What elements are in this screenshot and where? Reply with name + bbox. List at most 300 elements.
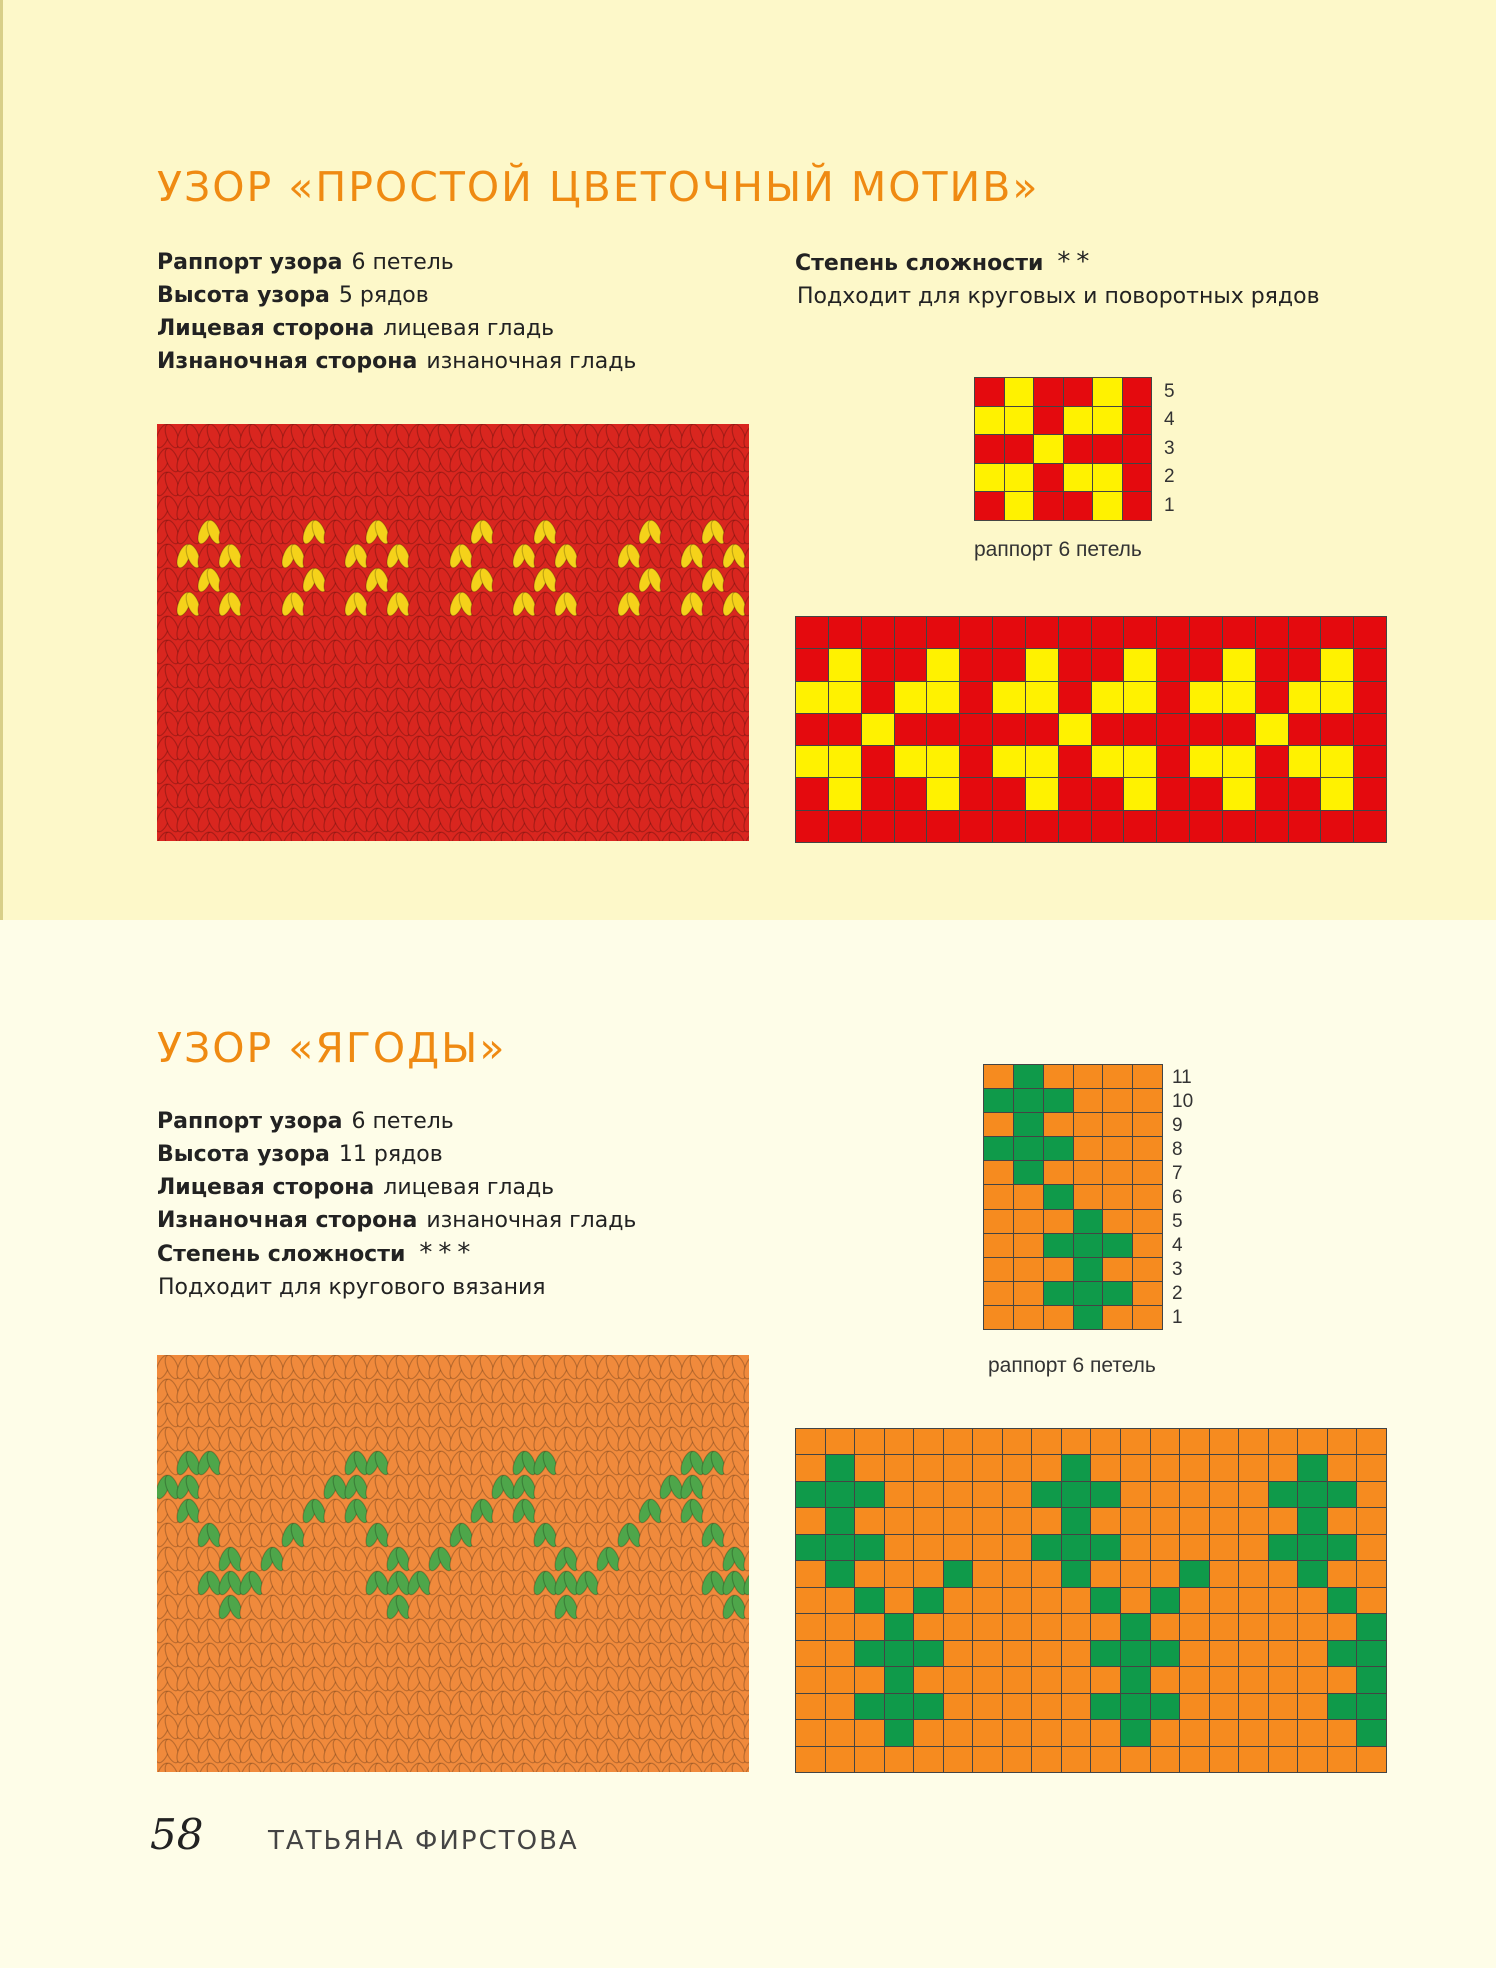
chart-cell xyxy=(1256,746,1288,777)
chart-cell xyxy=(1354,714,1386,745)
prop-value: лицевая гладь xyxy=(383,1175,555,1200)
chart-cell xyxy=(1151,1747,1180,1772)
chart-cell xyxy=(895,714,927,745)
chart-cell xyxy=(1005,407,1034,435)
chart-cell xyxy=(1298,1561,1327,1586)
chart-cell xyxy=(1180,1455,1209,1480)
chart-cell xyxy=(796,1694,825,1719)
chart-cell xyxy=(1328,1667,1357,1692)
chart-cell xyxy=(944,1720,973,1745)
chart-cell xyxy=(1157,778,1189,809)
chart-cell xyxy=(1151,1482,1180,1507)
chart-cell xyxy=(1014,1234,1043,1257)
chart-cell xyxy=(1044,1258,1073,1281)
prop-value: 6 петель xyxy=(351,1109,454,1134)
chart-cell xyxy=(960,682,992,713)
chart-cell xyxy=(885,1482,914,1507)
chart-cell xyxy=(1239,1614,1268,1639)
chart-cell xyxy=(1003,1667,1032,1692)
chart-cell xyxy=(1328,1429,1357,1454)
chart-cell xyxy=(1321,746,1353,777)
chart-cell xyxy=(984,1210,1013,1233)
chart-cell xyxy=(973,1588,1002,1613)
chart-cell xyxy=(1014,1161,1043,1184)
chart-cell xyxy=(944,1508,973,1533)
prop-label: Раппорт узора xyxy=(157,250,343,275)
chart-cell xyxy=(1239,1455,1268,1480)
chart-cell xyxy=(1328,1747,1357,1772)
chart-cell xyxy=(914,1482,943,1507)
chart-cell xyxy=(826,1641,855,1666)
chart-cell xyxy=(1239,1641,1268,1666)
chart-cell xyxy=(1092,778,1124,809)
section1-props xyxy=(157,246,636,378)
chart-cell xyxy=(1151,1508,1180,1533)
chart-cell xyxy=(1239,1429,1268,1454)
chart-cell xyxy=(1003,1747,1032,1772)
chart-cell xyxy=(1044,1234,1073,1257)
chart-cell xyxy=(796,1614,825,1639)
chart-cell xyxy=(1103,1234,1132,1257)
chart-cell xyxy=(1074,1137,1103,1160)
chart-cell xyxy=(855,1641,884,1666)
chart-cell xyxy=(1289,714,1321,745)
chart-cell xyxy=(1210,1455,1239,1480)
chart-cell xyxy=(1034,492,1063,520)
chart-cell xyxy=(1032,1720,1061,1745)
row-number: 4 xyxy=(1164,409,1175,431)
chart-cell xyxy=(1062,1694,1091,1719)
chart-cell xyxy=(796,778,828,809)
chart-cell xyxy=(855,1508,884,1533)
knitted-sample-photo-berries xyxy=(157,1355,749,1772)
chart-cell xyxy=(1210,1561,1239,1586)
chart-cell xyxy=(993,617,1025,648)
chart-cell xyxy=(1298,1641,1327,1666)
chart-cell xyxy=(885,1614,914,1639)
chart-cell xyxy=(1032,1455,1061,1480)
section2-title: УЗОР «ЯГОДЫ» xyxy=(157,1024,507,1072)
chart-cell xyxy=(1269,1588,1298,1613)
chart-cell xyxy=(1210,1641,1239,1666)
chart-cell xyxy=(1124,682,1156,713)
chart-cell xyxy=(1289,746,1321,777)
prop-row xyxy=(157,1171,636,1204)
chart-cell xyxy=(1190,617,1222,648)
chart-cell xyxy=(914,1720,943,1745)
chart-cell xyxy=(944,1429,973,1454)
chart-cell xyxy=(1032,1429,1061,1454)
row-number: 7 xyxy=(1172,1163,1183,1184)
chart-cell xyxy=(1014,1306,1043,1329)
chart-cell xyxy=(826,1588,855,1613)
chart-cell xyxy=(1190,811,1222,842)
chart-cell xyxy=(1289,682,1321,713)
chart-cell xyxy=(927,778,959,809)
chart-cell xyxy=(885,1720,914,1745)
chart-cell xyxy=(973,1561,1002,1586)
chart-cell xyxy=(862,778,894,809)
chart-cell xyxy=(829,617,861,648)
chart-cell xyxy=(1210,1720,1239,1745)
chart-cell xyxy=(1289,617,1321,648)
chart-cell xyxy=(895,811,927,842)
chart-cell xyxy=(1121,1535,1150,1560)
chart-cell xyxy=(855,1588,884,1613)
chart-cell xyxy=(1256,649,1288,680)
prop-row xyxy=(157,246,636,279)
chart-cell xyxy=(1269,1667,1298,1692)
chart-cell xyxy=(944,1614,973,1639)
chart-cell xyxy=(862,746,894,777)
chart-cell xyxy=(1151,1455,1180,1480)
chart-cell xyxy=(1093,464,1122,492)
prop-row xyxy=(157,345,636,378)
chart-cell xyxy=(927,682,959,713)
chart-cell xyxy=(855,1429,884,1454)
chart-cell xyxy=(927,617,959,648)
chart-cell xyxy=(975,464,1004,492)
chart-cell xyxy=(1093,378,1122,406)
chart-cell xyxy=(993,746,1025,777)
chart-cell xyxy=(1064,378,1093,406)
chart-cell xyxy=(885,1455,914,1480)
chart-cell xyxy=(1354,778,1386,809)
chart-cell xyxy=(1121,1588,1150,1613)
chart-cell xyxy=(1032,1561,1061,1586)
chart-cell xyxy=(1032,1482,1061,1507)
chart-cell xyxy=(1005,492,1034,520)
chart-cell xyxy=(914,1588,943,1613)
chart-cell xyxy=(826,1455,855,1480)
chart-cell xyxy=(984,1185,1013,1208)
chart-cell xyxy=(1357,1641,1386,1666)
chart-cell xyxy=(1034,464,1063,492)
chart-cell xyxy=(862,617,894,648)
chart-cell xyxy=(1133,1282,1162,1305)
chart-cell xyxy=(1121,1747,1150,1772)
chart-cell xyxy=(1044,1210,1073,1233)
chart-cell xyxy=(1357,1614,1386,1639)
chart-cell xyxy=(1003,1720,1032,1745)
section1-caption: раппорт 6 петель xyxy=(974,538,1142,561)
chart-cell xyxy=(1044,1282,1073,1305)
chart-cell xyxy=(1091,1641,1120,1666)
chart-cell xyxy=(993,649,1025,680)
chart-cell xyxy=(1103,1065,1132,1088)
prop-value: 11 рядов xyxy=(338,1142,443,1167)
chart-cell xyxy=(1003,1588,1032,1613)
prop-label: Изнаночная сторона xyxy=(157,349,418,374)
chart-cell xyxy=(1123,492,1152,520)
knit-texture xyxy=(157,1355,749,1772)
chart-cell xyxy=(1032,1747,1061,1772)
chart-cell xyxy=(1003,1641,1032,1666)
chart-cell xyxy=(1026,778,1058,809)
chart-cell xyxy=(1210,1588,1239,1613)
row-number: 6 xyxy=(1172,1187,1183,1208)
chart-cell xyxy=(1103,1258,1132,1281)
chart-cell xyxy=(914,1694,943,1719)
chart-cell xyxy=(1180,1667,1209,1692)
chart-cell xyxy=(1032,1641,1061,1666)
chart-cell xyxy=(1298,1535,1327,1560)
chart-cell xyxy=(1014,1089,1043,1112)
chart-cell xyxy=(1034,435,1063,463)
prop-row xyxy=(157,279,636,312)
chart-cell xyxy=(1062,1747,1091,1772)
chart-cell xyxy=(1180,1561,1209,1586)
row-number: 3 xyxy=(1172,1259,1183,1280)
chart-cell xyxy=(1269,1535,1298,1560)
chart-cell xyxy=(973,1482,1002,1507)
chart-cell xyxy=(1005,378,1034,406)
chart-cell xyxy=(960,617,992,648)
chart-cell xyxy=(973,1747,1002,1772)
chart-cell xyxy=(1289,811,1321,842)
chart-cell xyxy=(1005,464,1034,492)
chart-cell xyxy=(1103,1113,1132,1136)
chart-cell xyxy=(826,1667,855,1692)
chart-cell xyxy=(1091,1588,1120,1613)
chart-cell xyxy=(1074,1185,1103,1208)
chart-cell xyxy=(796,1429,825,1454)
chart-cell xyxy=(1157,746,1189,777)
chart-cell xyxy=(1103,1185,1132,1208)
chart-cell xyxy=(796,1667,825,1692)
chart-cell xyxy=(1074,1065,1103,1088)
chart-cell xyxy=(1180,1588,1209,1613)
chart-cell xyxy=(1034,407,1063,435)
chart-cell xyxy=(1180,1508,1209,1533)
chart-cell xyxy=(1269,1747,1298,1772)
chart-cell xyxy=(1210,1667,1239,1692)
chart-cell xyxy=(1256,714,1288,745)
chart-cell xyxy=(927,714,959,745)
prop-row xyxy=(157,1237,636,1271)
chart-cell xyxy=(1298,1429,1327,1454)
chart-cell xyxy=(1064,492,1093,520)
chart-cell xyxy=(1032,1535,1061,1560)
chart-cell xyxy=(1059,714,1091,745)
chart-cell xyxy=(885,1561,914,1586)
chart-cell xyxy=(1321,617,1353,648)
chart-cell xyxy=(826,1747,855,1772)
chart-cell xyxy=(1133,1306,1162,1329)
chart-cell xyxy=(855,1667,884,1692)
chart-cell xyxy=(1044,1161,1073,1184)
chart-cell xyxy=(1133,1258,1162,1281)
chart-cell xyxy=(862,682,894,713)
chart-cell xyxy=(1091,1614,1120,1639)
chart-cell xyxy=(1298,1455,1327,1480)
section2-caption: раппорт 6 петель xyxy=(988,1354,1156,1377)
chart-cell xyxy=(1121,1667,1150,1692)
chart-cell xyxy=(1328,1508,1357,1533)
chart-cell xyxy=(1190,682,1222,713)
chart-cell xyxy=(1239,1667,1268,1692)
chart-cell xyxy=(944,1561,973,1586)
chart-cell xyxy=(1223,811,1255,842)
chart-cell xyxy=(1064,435,1093,463)
prop-row xyxy=(157,1105,636,1138)
chart-cell xyxy=(1328,1588,1357,1613)
author-name: ТАТЬЯНА ФИРСТОВА xyxy=(268,1826,579,1856)
chart-cell xyxy=(914,1614,943,1639)
chart-cell xyxy=(1298,1614,1327,1639)
chart-cell xyxy=(1357,1720,1386,1745)
row-number: 3 xyxy=(1164,437,1175,459)
chart-cell xyxy=(1151,1720,1180,1745)
chart-cell xyxy=(1190,714,1222,745)
chart-cell xyxy=(1124,649,1156,680)
chart-cell xyxy=(885,1694,914,1719)
chart-cell xyxy=(1103,1137,1132,1160)
chart-cell xyxy=(1157,811,1189,842)
chart-cell xyxy=(1044,1185,1073,1208)
chart-cell xyxy=(1091,1508,1120,1533)
rapport-chart-berries xyxy=(983,1064,1163,1330)
chart-cell xyxy=(1124,746,1156,777)
chart-cell xyxy=(1074,1258,1103,1281)
chart-cell xyxy=(944,1641,973,1666)
chart-cell xyxy=(1121,1482,1150,1507)
chart-cell xyxy=(1124,617,1156,648)
chart-cell xyxy=(1210,1614,1239,1639)
chart-cell xyxy=(796,617,828,648)
chart-cell xyxy=(1123,407,1152,435)
chart-cell xyxy=(826,1614,855,1639)
chart-cell xyxy=(1091,1561,1120,1586)
chart-cell xyxy=(1223,617,1255,648)
chart-cell xyxy=(829,682,861,713)
chart-cell xyxy=(1151,1561,1180,1586)
chart-cell xyxy=(1062,1429,1091,1454)
row-numbers-berries xyxy=(1172,1066,1208,1330)
chart-cell xyxy=(960,746,992,777)
chart-cell xyxy=(1014,1113,1043,1136)
chart-cell xyxy=(1298,1482,1327,1507)
chart-cell xyxy=(1124,778,1156,809)
chart-cell xyxy=(796,1747,825,1772)
chart-cell xyxy=(826,1429,855,1454)
chart-cell xyxy=(1133,1137,1162,1160)
prop-label: Высота узора xyxy=(157,1142,330,1167)
chart-cell xyxy=(944,1455,973,1480)
chart-cell xyxy=(1059,682,1091,713)
chart-cell xyxy=(984,1113,1013,1136)
chart-cell xyxy=(1223,649,1255,680)
chart-cell xyxy=(1032,1614,1061,1639)
section2-note: Подходит для кругового вязания xyxy=(158,1275,546,1300)
chart-cell xyxy=(984,1282,1013,1305)
chart-cell xyxy=(1121,1429,1150,1454)
chart-cell xyxy=(1180,1482,1209,1507)
chart-cell xyxy=(885,1667,914,1692)
chart-cell xyxy=(1123,435,1152,463)
chart-cell xyxy=(1091,1455,1120,1480)
chart-cell xyxy=(973,1641,1002,1666)
chart-cell xyxy=(1269,1614,1298,1639)
chart-cell xyxy=(1133,1161,1162,1184)
chart-cell xyxy=(1157,649,1189,680)
chart-cell xyxy=(1180,1747,1209,1772)
chart-cell xyxy=(1026,714,1058,745)
chart-cell xyxy=(1026,649,1058,680)
prop-value: 6 петель xyxy=(351,250,454,275)
chart-cell xyxy=(1357,1455,1386,1480)
chart-cell xyxy=(885,1588,914,1613)
chart-cell xyxy=(927,649,959,680)
rapport-chart-flower xyxy=(974,377,1152,521)
chart-cell xyxy=(1223,714,1255,745)
chart-cell xyxy=(829,811,861,842)
chart-cell xyxy=(1256,778,1288,809)
chart-cell xyxy=(1032,1588,1061,1613)
row-number: 1 xyxy=(1164,494,1175,516)
chart-cell xyxy=(796,1588,825,1613)
chart-cell xyxy=(1180,1614,1209,1639)
chart-cell xyxy=(975,378,1004,406)
prop-row xyxy=(157,1204,636,1237)
difficulty-label: Степень сложности xyxy=(157,1242,406,1267)
chart-cell xyxy=(914,1747,943,1772)
section2-props xyxy=(157,1105,636,1271)
chart-cell xyxy=(993,778,1025,809)
chart-cell xyxy=(1321,778,1353,809)
chart-cell xyxy=(1354,682,1386,713)
row-number: 10 xyxy=(1172,1091,1194,1112)
chart-cell xyxy=(826,1720,855,1745)
chart-cell xyxy=(1121,1455,1150,1480)
band-chart-flower xyxy=(795,616,1387,843)
chart-cell xyxy=(1059,746,1091,777)
chart-cell xyxy=(1092,746,1124,777)
chart-cell xyxy=(1190,746,1222,777)
chart-cell xyxy=(1133,1185,1162,1208)
chart-cell xyxy=(1034,378,1063,406)
chart-cell xyxy=(1121,1614,1150,1639)
chart-cell xyxy=(1354,811,1386,842)
chart-cell xyxy=(973,1720,1002,1745)
chart-cell xyxy=(1091,1694,1120,1719)
chart-cell xyxy=(1121,1720,1150,1745)
chart-cell xyxy=(1357,1694,1386,1719)
chart-cell xyxy=(1014,1137,1043,1160)
chart-cell xyxy=(895,617,927,648)
chart-cell xyxy=(1091,1720,1120,1745)
chart-cell xyxy=(1062,1455,1091,1480)
chart-cell xyxy=(1180,1720,1209,1745)
page-edge-line xyxy=(0,0,3,920)
row-number: 1 xyxy=(1172,1307,1183,1328)
chart-cell xyxy=(1014,1282,1043,1305)
chart-cell xyxy=(1103,1089,1132,1112)
chart-cell xyxy=(855,1614,884,1639)
chart-cell xyxy=(1044,1089,1073,1112)
chart-cell xyxy=(1026,746,1058,777)
chart-cell xyxy=(1151,1667,1180,1692)
chart-cell xyxy=(993,811,1025,842)
chart-cell xyxy=(1223,682,1255,713)
chart-cell xyxy=(855,1482,884,1507)
band-chart-berries xyxy=(795,1428,1387,1773)
chart-cell xyxy=(1062,1720,1091,1745)
prop-value: 5 рядов xyxy=(338,283,429,308)
chart-cell xyxy=(829,649,861,680)
chart-cell xyxy=(1328,1482,1357,1507)
row-numbers-flower xyxy=(1164,378,1194,520)
